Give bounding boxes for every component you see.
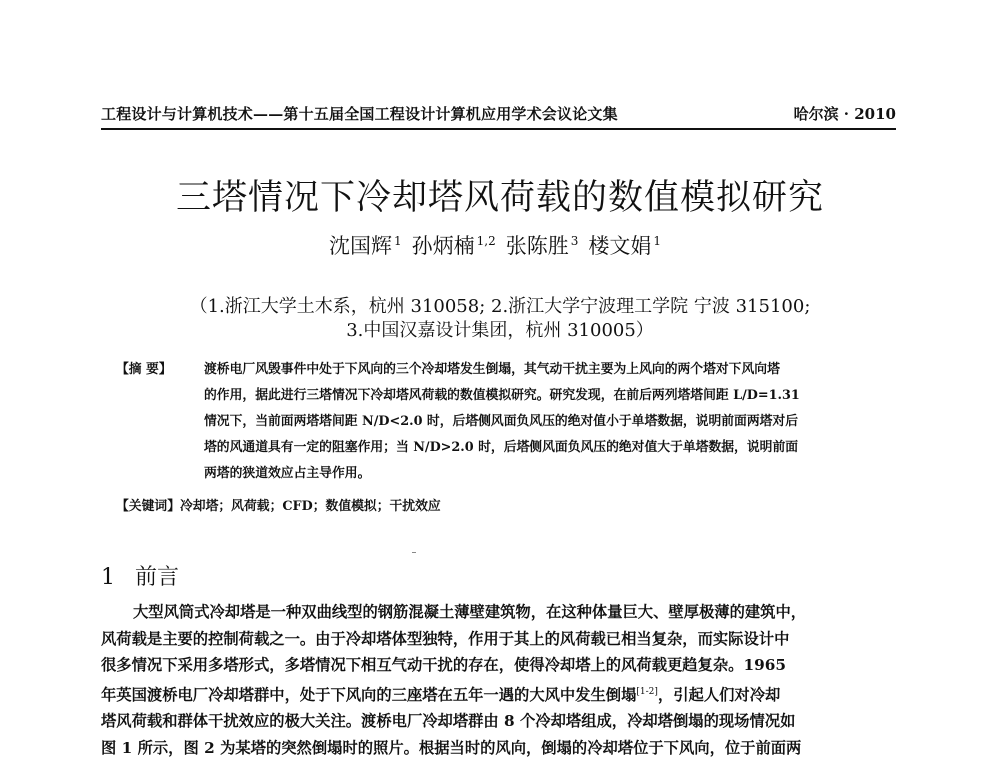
body-line-text: 年英国渡桥电厂冷却塔群中，处于下风向的三座塔在五年一遇的大风中发生倒塌	[101, 686, 636, 704]
author-name: 楼文娟	[588, 234, 651, 258]
author-name: 孙炳楠	[412, 234, 475, 258]
affiliation-line: （1.浙江大学土木系，杭州 310058; 2.浙江大学宁波理工学院 宁波 315100;	[0, 292, 1000, 318]
affiliation-line: 3.中国汉嘉设计集团，杭州 310005）	[0, 316, 1000, 342]
body-line	[101, 626, 899, 653]
body-line-text: 大型风筒式冷却塔是一种双曲线型的钢筋混凝土薄壁建筑物，在这种体量巨大、壁厚极薄的建筑中，	[133, 603, 806, 621]
body-line-text: 很多情况下采用多塔形式，多塔情况下相互气动干扰的存在，使得冷却塔上的风荷载更趋复杂。1965	[101, 656, 786, 674]
author-affiliation-mark: 3	[571, 234, 579, 248]
abstract-label: 【摘 要】	[116, 357, 204, 383]
scan-speck	[412, 552, 416, 553]
author-name: 沈国辉	[329, 234, 392, 258]
body-line	[101, 599, 899, 626]
abstract-first-line	[116, 357, 901, 383]
abstract-line: 的作用，据此进行三塔情况下冷却塔风荷载的数值模拟研究。研究发现，在前后两列塔塔间距 L/D=1.31	[116, 383, 901, 409]
paper-title: 三塔情况下冷却塔风荷载的数值模拟研究	[0, 170, 1000, 220]
abstract-line: 情况下，当前面两塔塔间距 N/D<2.0 时，后塔侧风面负风压的绝对值小于单塔数据，说明前面两塔对后	[116, 409, 901, 435]
citation-mark: [1-2]	[636, 687, 658, 697]
header-rule	[101, 128, 896, 130]
keywords	[116, 495, 441, 514]
keywords-text: 冷却塔；风荷载；CFD；数值模拟；干扰效应	[180, 499, 441, 514]
section-heading	[101, 560, 179, 591]
section-title: 前言	[135, 565, 179, 590]
abstract-line: 塔的风通道具有一定的阻塞作用；当 N/D>2.0 时，后塔侧风面负风压的绝对值大于单塔数据，说明前面	[116, 435, 901, 461]
body-line-text-after: ，引起人们对冷却	[658, 686, 780, 704]
keywords-label: 【关键词】	[116, 499, 180, 514]
body-line	[101, 679, 899, 709]
author-list	[0, 230, 1000, 260]
author-name: 张陈胜	[506, 234, 569, 258]
body-line	[101, 708, 899, 735]
running-header-left: 工程设计与计算机技术——第十五届全国工程设计计算机应用学术会议论文集	[101, 103, 618, 124]
abstract-line: 渡桥电厂风毁事件中处于下风向的三个冷却塔发生倒塌，其气动干扰主要为上风向的两个塔对下风向塔	[204, 362, 780, 377]
body-line	[101, 652, 899, 679]
body-line-text: 风荷载是主要的控制荷载之一。由于冷却塔体型独特，作用于其上的风荷载已相当复杂，而实际设计中	[101, 630, 789, 648]
abstract	[116, 357, 901, 487]
author-affiliation-mark: 1	[653, 234, 661, 248]
body-paragraph	[101, 599, 899, 761]
body-line	[101, 735, 899, 761]
running-header-right: 哈尔滨 · 2010	[794, 103, 896, 124]
abstract-line: 两塔的狭道效应占主导作用。	[116, 461, 901, 487]
body-line-text: 图 1 所示，图 2 为某塔的突然倒塌时的照片。根据当时的风向，倒塌的冷却塔位于下风向，位于前面两	[101, 739, 801, 757]
body-line-text: 塔风荷载和群体干扰效应的极大关注。渡桥电厂冷却塔群由 8 个冷却塔组成，冷却塔倒塌的现场情况如	[101, 712, 795, 730]
author-affiliation-mark: 1	[394, 234, 402, 248]
section-number: 1	[101, 565, 115, 590]
author-affiliation-mark: 1,2	[477, 234, 496, 248]
